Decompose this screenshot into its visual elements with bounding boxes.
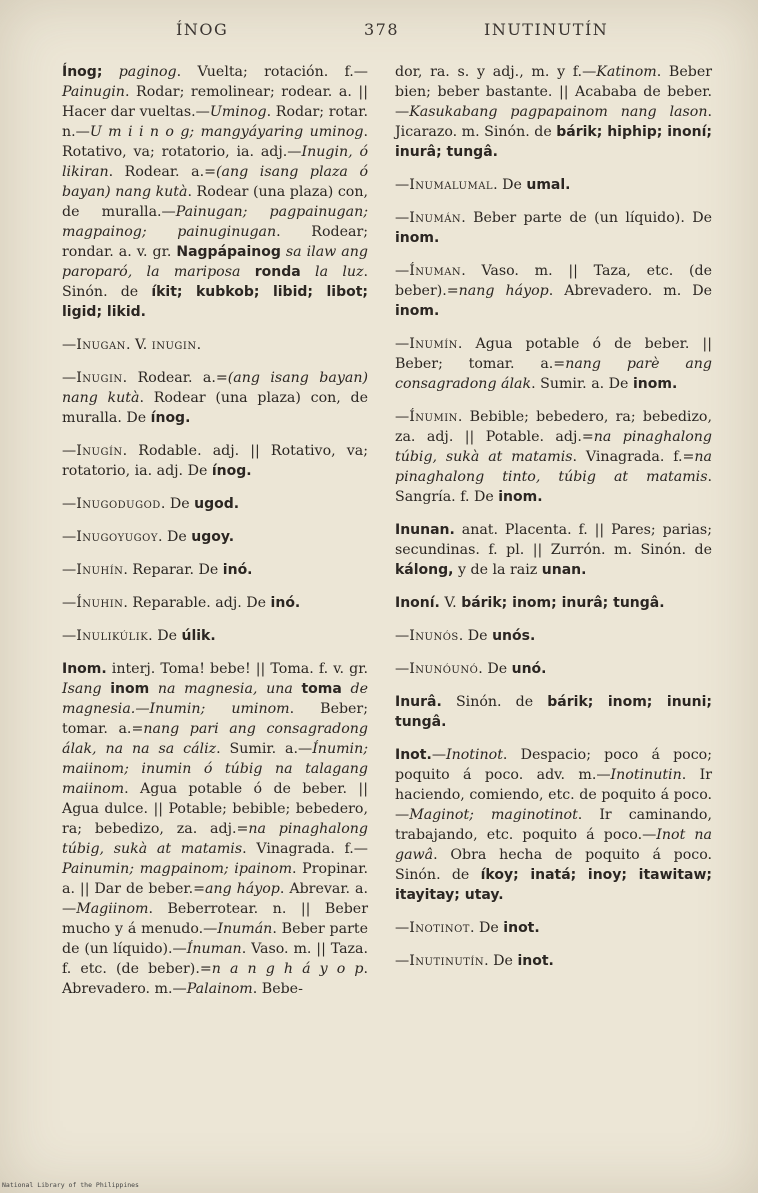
dictionary-entry: —Inumán. Beber parte de (un líquido). De inom. xyxy=(395,210,712,246)
dictionary-entry: —Inugan. V. inugin. xyxy=(62,337,202,353)
left-column xyxy=(62,62,368,1012)
dictionary-entry: —Ínuman. Vaso. m. || Taza, etc. (de beber).=nang háyop. Abrevadero. m. De inom. xyxy=(395,263,712,319)
right-column xyxy=(395,62,712,984)
dictionary-entry: Inoní. V. bárik; inom; inurâ; tungâ. xyxy=(395,595,665,611)
header-right-word: INUTINUTÍN xyxy=(484,20,609,39)
dictionary-entry: Inurâ. Sinón. de bárik; inom; inuni; tungâ. xyxy=(395,694,712,730)
dictionary-entry: —Inugín. Rodable. adj. || Rotativo, va; rotatorio, ia. adj. De ínog. xyxy=(62,443,368,479)
dictionary-entry: Inom. interj. Toma! bebe! || Toma. f. v. gr. Isang inom na magnesia, una toma de magnesia.—Inumin; uminom. Beber; tomar. a.=nang pari ang consagradong álak, na na sa cáliz. Sumir. a.—Ínumin; maiinom; inumin ó túbig na talagang maiinom. Agua potable ó de beber. || Agua dulce. || Potable; bebible; bebedero, ra; bebedizo, za. adj.=na pinaghalong túbig, sukà at matamis. Vinagrada. f.—Painumin; magpainom; ipainom. Propinar. a. || Dar de beber.=ang háyop. Abrevar. a.—Magiinom. Beberrotear. n. || Beber mucho y á menudo.—Inumán. Beber parte de (un líquido).—Ínuman. Vaso. m. || Taza. f. etc. (de beber).=n a n g h á y o p. Abrevadero. m.—Palainom. Bebe- xyxy=(62,661,368,997)
dictionary-entry: —Inuhín. Reparar. De inó. xyxy=(62,562,253,578)
page-number: 378 xyxy=(364,20,400,39)
dictionary-entry: —Ínumin. Bebible; bebedero, ra; bebedizo, za. adj. || Potable. adj.=na pinaghalong túbig, sukà at matamis. Vinagrada. f.=na pinaghalong tinto, túbig at matamis. Sangría. f. De inom. xyxy=(395,409,712,505)
running-header xyxy=(0,20,758,46)
dictionary-entry: Inot.—Inotinot. Despacio; poco á poco; poquito á poco. adv. m.—Inotinutin. Ir haciendo, comiendo, etc. de poquito á poco.—Maginot; maginotinot. Ir caminando, trabajando, etc. poquito á poco.—Inot na gawâ. Obra hecha de poquito á poco. Sinón. de íkoy; inatá; inoy; itawitaw; itayitay; utay. xyxy=(395,747,712,903)
dictionary-entry: —Inugoyugoy. De ugoy. xyxy=(62,529,235,545)
dictionary-entry: —Inumalumal. De umal. xyxy=(395,177,571,193)
library-watermark: National Library of the Philippines xyxy=(2,1181,139,1189)
dictionary-entry: Inunan. anat. Placenta. f. || Pares; parias; secundinas. f. pl. || Zurrón. m. Sinón. de kálong, y de la raiz unan. xyxy=(395,522,712,578)
dictionary-entry: —Inotinot. De inot. xyxy=(395,920,540,936)
dictionary-entry: —Inumín. Agua potable ó de beber. || Beber; tomar. a.=nang parè ang consagradong álak. Sumir. a. De inom. xyxy=(395,336,713,392)
dictionary-entry: —Inutinutín. De inot. xyxy=(395,953,554,969)
dictionary-entry: —Inunóunó. De unó. xyxy=(395,661,547,677)
dictionary-entry: —Inugodugod. De ugod. xyxy=(62,496,240,512)
dictionary-entry: —Inunós. De unós. xyxy=(395,628,536,644)
dictionary-entry: —Inulikúlik. De úlik. xyxy=(62,628,216,644)
dictionary-entry: —Inugin. Rodear. a.=(ang isang bayan) nang kutà. Rodear (una plaza) con, de muralla. De ínog. xyxy=(62,370,368,426)
dictionary-entry: Ínog; paginog. Vuelta; rotación. f.—Painugin. Rodar; remolinear; rodear. a. || Hacer dar vueltas.—Uminog. Rodar; rotar. n.—U m i i n o g; mangyáyaring uminog. Rotativo, va; rotatorio, ia. adj.—Inugin, ó likiran. Rodear. a.=(ang isang plaza ó bayan) nang kutà. Rodear (una plaza) con, de muralla.—Painugan; pagpainugan; magpainog; painuginugan. Rodear; rondar. a. v. gr. Nagpápainog sa ilaw ang paroparó, la mariposa ronda la luz. Sinón. de íkit; kubkob; libid; libot; ligid; likid. xyxy=(62,64,369,320)
dictionary-entry: —Ínuhin. Reparable. adj. De inó. xyxy=(62,595,301,611)
dictionary-entry: dor, ra. s. y adj., m. y f.—Katinom. Beber bien; beber bastante. || Acababa de beber.—Kasukabang pagpapainom nang lason. Jicarazo. m. Sinón. de bárik; hiphip; inoní; inurâ; tungâ. xyxy=(395,64,713,160)
header-left-word: ÍNOG xyxy=(176,20,229,39)
